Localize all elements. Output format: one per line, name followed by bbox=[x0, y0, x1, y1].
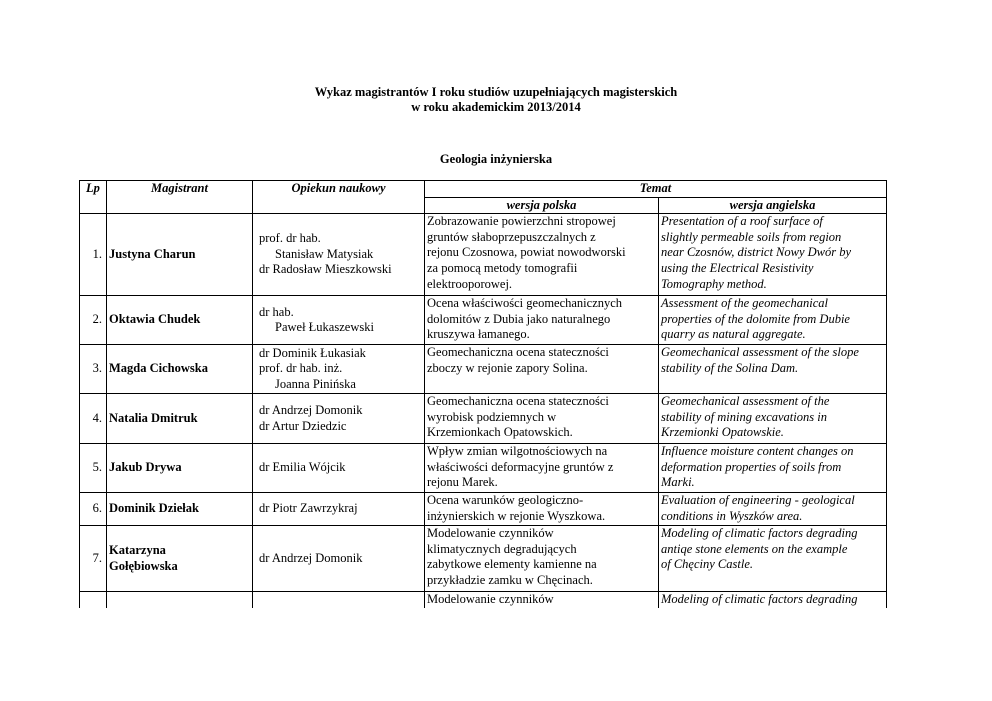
topic-pl-line: kruszywa łamanego. bbox=[427, 327, 530, 342]
student-name: Oktawia Chudek bbox=[107, 296, 253, 345]
header-lp: Lp bbox=[80, 181, 107, 214]
topic-pl-cell bbox=[425, 345, 659, 394]
topic-en-line: quarry as natural aggregate. bbox=[661, 327, 806, 342]
topic-en-line: Modeling of climatic factors degrading bbox=[661, 526, 858, 541]
topic-pl-line: zabytkowe elementy kamienne na bbox=[427, 557, 597, 572]
section-subtitle: Geologia inżynierska bbox=[439, 152, 553, 166]
row-number: 1. bbox=[80, 214, 107, 296]
topic-en-line: stability of mining excavations in bbox=[661, 409, 827, 424]
row-number: 2. bbox=[80, 296, 107, 345]
topic-pl-line: zboczy w rejonie zapory Solina. bbox=[427, 360, 588, 375]
topic-pl-cell bbox=[425, 214, 659, 296]
topic-pl-line: Modelowanie czynników bbox=[427, 592, 554, 607]
supervisor-line: dr Radosław Mieszkowski bbox=[259, 262, 392, 277]
supervisor-cell bbox=[253, 394, 425, 444]
row-number: 7. bbox=[80, 526, 107, 592]
table-row bbox=[80, 394, 887, 444]
topic-pl-line: wyrobisk podziemnych w bbox=[427, 409, 557, 424]
topic-pl-cell bbox=[425, 296, 659, 345]
topic-pl-line: inżynierskich w rejonie Wyszkowa. bbox=[427, 508, 606, 523]
table-row bbox=[80, 526, 887, 592]
topic-en-cell bbox=[659, 345, 887, 394]
topic-pl-line: właściwości deformacyjne gruntów z bbox=[427, 459, 614, 474]
student-name: Justyna Charun bbox=[107, 214, 253, 296]
topic-en-cell bbox=[659, 296, 887, 345]
topic-pl-line: Modelowanie czynników bbox=[427, 526, 554, 541]
header-student: Magistrant bbox=[107, 181, 253, 214]
header-topic-pl: wersja polska bbox=[425, 197, 659, 214]
topic-en-line: properties of the dolomite from Dubie bbox=[661, 311, 850, 326]
students-table bbox=[79, 180, 887, 608]
supervisor-cell bbox=[253, 444, 425, 493]
supervisor-line: dr Piotr Zawrzykraj bbox=[259, 501, 358, 516]
supervisor-line: dr hab. bbox=[259, 304, 294, 319]
topic-pl-cell bbox=[425, 493, 659, 526]
page-title-line-2: w roku akademickim 2013/2014 bbox=[411, 100, 581, 114]
topic-en-line: Presentation of a roof surface of bbox=[661, 214, 823, 229]
table-row bbox=[80, 493, 887, 526]
topic-pl-line: gruntów słaboprzepuszczalnych z bbox=[427, 229, 596, 244]
topic-en-line: of Chęciny Castle. bbox=[661, 557, 753, 572]
topic-pl-line: Zobrazowanie powierzchni stropowej bbox=[427, 214, 616, 229]
topic-en-line: conditions in Wyszków area. bbox=[661, 508, 803, 523]
student-name bbox=[107, 526, 253, 592]
topic-pl-line: Ocena właściwości geomechanicznych bbox=[427, 296, 623, 311]
topic-en-line: deformation properties of soils from bbox=[661, 459, 842, 474]
table-row bbox=[80, 345, 887, 394]
topic-en-line: Evaluation of engineering - geological bbox=[661, 493, 855, 508]
topic-en-cell bbox=[659, 493, 887, 526]
student-name: Jakub Drywa bbox=[107, 444, 253, 493]
topic-en-line: stability of the Solina Dam. bbox=[661, 360, 799, 375]
topic-pl-line: dolomitów z Dubia jako naturalnego bbox=[427, 311, 611, 326]
topic-en-line: Krzemionki Opatowskie. bbox=[661, 425, 784, 440]
topic-pl-line: klimatycznych degradujących bbox=[427, 541, 577, 556]
topic-en-cell bbox=[659, 214, 887, 296]
topic-en-line: Influence moisture content changes on bbox=[661, 444, 854, 459]
supervisor-line: dr Andrzej Domonik bbox=[259, 403, 363, 418]
topic-en-line: Modeling of climatic factors degrading bbox=[661, 592, 858, 607]
header-supervisor: Opiekun naukowy bbox=[253, 181, 425, 214]
supervisor-line: dr Artur Dziedzic bbox=[259, 418, 347, 433]
row-number: 5. bbox=[80, 444, 107, 493]
table-header-row bbox=[80, 181, 887, 198]
topic-pl-line: Ocena warunków geologiczno- bbox=[427, 493, 584, 508]
supervisor-line: prof. dr hab. bbox=[259, 231, 321, 246]
topic-en-line: Marki. bbox=[661, 475, 695, 490]
header-topic: Temat bbox=[425, 181, 887, 198]
topic-pl-line: za pomocą metody tomografii bbox=[427, 260, 578, 275]
topic-pl-cell bbox=[425, 526, 659, 592]
topic-pl-line: przykładzie zamku w Chęcinach. bbox=[427, 572, 593, 587]
student-name-line: Gołębiowska bbox=[109, 558, 178, 573]
topic-en-line: Geomechanical assessment of the slope bbox=[661, 345, 859, 360]
topic-en-cell bbox=[659, 444, 887, 493]
student-name: Natalia Dmitruk bbox=[107, 394, 253, 444]
topic-pl-line: Geomechaniczna ocena stateczności bbox=[427, 394, 609, 409]
table-row bbox=[80, 214, 887, 296]
supervisor-line: prof. dr hab. inż. bbox=[259, 361, 343, 376]
topic-pl-cell bbox=[425, 394, 659, 444]
supervisor-line: Stanisław Matysiak bbox=[275, 246, 374, 261]
topic-en-line: using the Electrical Resistivity bbox=[661, 260, 814, 275]
topic-en-cell bbox=[659, 592, 887, 608]
row-number: 6. bbox=[80, 493, 107, 526]
table-row bbox=[80, 444, 887, 493]
student-name: Magda Cichowska bbox=[107, 345, 253, 394]
student-name bbox=[107, 592, 253, 608]
topic-pl-line: Geomechaniczna ocena stateczności bbox=[427, 345, 609, 360]
topic-en-line: slightly permeable soils from region bbox=[661, 229, 842, 244]
row-number: 4. bbox=[80, 394, 107, 444]
topic-en-line: Geomechanical assessment of the bbox=[661, 394, 830, 409]
topic-en-line: Tomography method. bbox=[661, 276, 767, 291]
header-topic-en: wersja angielska bbox=[659, 197, 887, 214]
topic-en-line: Assessment of the geomechanical bbox=[661, 296, 828, 311]
supervisor-cell bbox=[253, 296, 425, 345]
supervisor-line: dr Dominik Łukasiak bbox=[259, 345, 366, 360]
topic-en-cell bbox=[659, 394, 887, 444]
topic-en-cell bbox=[659, 526, 887, 592]
supervisor-cell bbox=[253, 592, 425, 608]
topic-pl-line: elektrooporowej. bbox=[427, 276, 513, 291]
supervisor-line: Paweł Łukaszewski bbox=[275, 320, 374, 335]
topic-pl-cell bbox=[425, 444, 659, 493]
row-number bbox=[80, 592, 107, 608]
supervisor-line: Joanna Pinińska bbox=[275, 376, 356, 391]
supervisor-cell bbox=[253, 214, 425, 296]
topic-pl-line: rejonu Marek. bbox=[427, 475, 498, 490]
topic-pl-line: Wpływ zmian wilgotnościowych na bbox=[427, 444, 608, 459]
supervisor-cell bbox=[253, 345, 425, 394]
row-number: 3. bbox=[80, 345, 107, 394]
supervisor-line: dr Emilia Wójcik bbox=[259, 460, 346, 475]
topic-en-line: near Czosnów, district Nowy Dwór by bbox=[661, 245, 852, 260]
topic-pl-line: Krzemionkach Opatowskich. bbox=[427, 425, 573, 440]
supervisor-line: dr Andrzej Domonik bbox=[259, 550, 363, 565]
table-row bbox=[80, 592, 887, 608]
table-row bbox=[80, 296, 887, 345]
topic-pl-line: rejonu Czosnowa, powiat nowodworski bbox=[427, 245, 626, 260]
topic-en-line: antiqe stone elements on the example bbox=[661, 541, 848, 556]
student-name: Dominik Dziełak bbox=[107, 493, 253, 526]
student-name-line: Katarzyna bbox=[109, 543, 166, 558]
supervisor-cell bbox=[253, 526, 425, 592]
supervisor-cell bbox=[253, 493, 425, 526]
topic-pl-cell bbox=[425, 592, 659, 608]
page-title-line-1: Wykaz magistrantów I roku studiów uzupełniających magisterskich bbox=[314, 85, 678, 99]
